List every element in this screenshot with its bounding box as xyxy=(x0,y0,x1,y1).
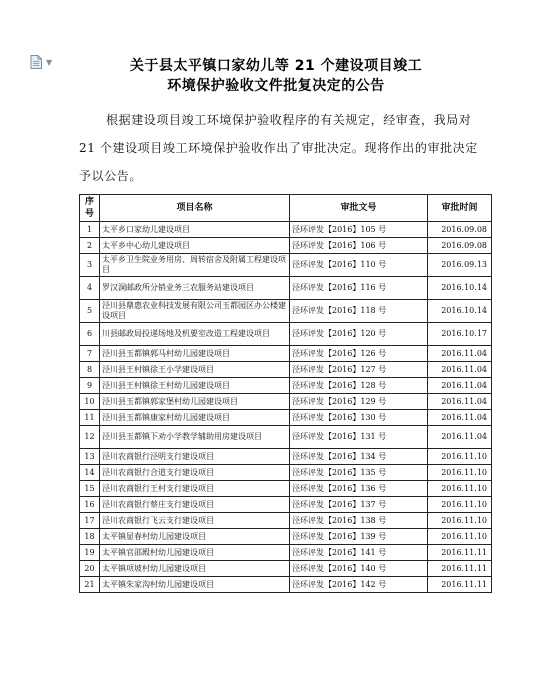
row-approval-date: 2016.09.13 xyxy=(428,254,492,277)
row-number: 21 xyxy=(80,577,100,593)
row-number: 6 xyxy=(80,323,100,346)
row-number: 10 xyxy=(80,394,100,410)
row-approval-number: 泾环评发【2016】138 号 xyxy=(290,513,428,529)
row-project-name: 太平镇朱家沟村幼儿园建设项目 xyxy=(100,577,290,593)
table-row xyxy=(80,346,492,362)
row-approval-number: 泾环评发【2016】105 号 xyxy=(290,222,428,238)
row-approval-date: 2016.11.04 xyxy=(428,410,492,426)
row-number: 19 xyxy=(80,545,100,561)
row-project-name: 泾川农商银行王村支行建设项目 xyxy=(100,481,290,497)
table-row xyxy=(80,577,492,593)
chevron-down-icon[interactable]: ▼ xyxy=(46,58,53,67)
row-approval-number: 泾环评发【2016】141 号 xyxy=(290,545,428,561)
row-approval-date: 2016.11.11 xyxy=(428,561,492,577)
row-project-name: 泾川县玉都镇下劝小学教学辅助用房建设项目 xyxy=(100,426,290,449)
row-approval-number: 泾环评发【2016】126 号 xyxy=(290,346,428,362)
row-approval-date: 2016.11.04 xyxy=(428,378,492,394)
row-number: 2 xyxy=(80,238,100,254)
document-paragraph xyxy=(79,106,489,190)
paragraph-text: 根据建设项目竣工环境保护验收程序的有关规定，经审查，我局对 21 个建设项目竣工环境保护验收作出了审批决定。现将作出的审批决定予以公告。 xyxy=(79,113,478,183)
row-project-name: 太平镇显春村幼儿园建设项目 xyxy=(100,529,290,545)
table-row xyxy=(80,238,492,254)
document-title-line2: 环境保护验收文件批复决定的公告 xyxy=(167,78,385,94)
row-approval-date: 2016.10.14 xyxy=(428,300,492,323)
row-project-name: 川县邮政局投递场地及机要室改造工程建设项目 xyxy=(100,323,290,346)
row-project-name: 太平乡口家幼儿建设项目 xyxy=(100,222,290,238)
header-name: 项目名称 xyxy=(100,195,290,222)
row-project-name: 泾川农商银行蔡庄支行建设项目 xyxy=(100,497,290,513)
table-row xyxy=(80,465,492,481)
row-project-name: 太平乡中心幼儿建设项目 xyxy=(100,238,290,254)
row-approval-date: 2016.11.04 xyxy=(428,426,492,449)
row-number: 9 xyxy=(80,378,100,394)
table-row xyxy=(80,529,492,545)
table-row xyxy=(80,449,492,465)
table-row xyxy=(80,394,492,410)
row-number: 7 xyxy=(80,346,100,362)
row-approval-number: 泾环评发【2016】136 号 xyxy=(290,481,428,497)
row-number: 4 xyxy=(80,277,100,300)
approval-table xyxy=(79,194,492,593)
row-approval-date: 2016.11.10 xyxy=(428,497,492,513)
row-project-name: 太平镇官邵殿村幼儿园建设项目 xyxy=(100,545,290,561)
header-date: 审批时间 xyxy=(428,195,492,222)
row-project-name: 泾川农商银行合道支行建设项目 xyxy=(100,465,290,481)
row-approval-number: 泾环评发【2016】127 号 xyxy=(290,362,428,378)
row-project-name: 泾川县王村镇徐王村幼儿园建设项目 xyxy=(100,378,290,394)
table-row xyxy=(80,254,492,277)
row-approval-number: 泾环评发【2016】128 号 xyxy=(290,378,428,394)
row-approval-number: 泾环评发【2016】137 号 xyxy=(290,497,428,513)
row-project-name: 泾川县玉都镇郭马村幼儿园建设项目 xyxy=(100,346,290,362)
row-approval-date: 2016.11.11 xyxy=(428,545,492,561)
row-approval-number: 泾环评发【2016】106 号 xyxy=(290,238,428,254)
row-number: 13 xyxy=(80,449,100,465)
row-approval-number: 泾环评发【2016】118 号 xyxy=(290,300,428,323)
row-project-name: 太平乡卫生院业务用房、周转宿舍及附属工程建设项目 xyxy=(100,254,290,277)
table-body xyxy=(80,222,492,593)
row-project-name: 罗汉洞邮政所分销业务三农服务站建设项目 xyxy=(100,277,290,300)
row-project-name: 泾川县玉都镇康家村幼儿园建设项目 xyxy=(100,410,290,426)
row-approval-date: 2016.09.08 xyxy=(428,222,492,238)
row-number: 11 xyxy=(80,410,100,426)
table-row xyxy=(80,481,492,497)
table-row xyxy=(80,277,492,300)
row-number: 15 xyxy=(80,481,100,497)
row-approval-date: 2016.10.14 xyxy=(428,277,492,300)
table-row xyxy=(80,426,492,449)
row-project-name: 泾川县玉都镇郭家堡村幼儿园建设项目 xyxy=(100,394,290,410)
table-row xyxy=(80,513,492,529)
header-doc: 审批文号 xyxy=(290,195,428,222)
row-number: 18 xyxy=(80,529,100,545)
row-approval-date: 2016.11.04 xyxy=(428,346,492,362)
row-approval-date: 2016.11.10 xyxy=(428,513,492,529)
row-approval-date: 2016.11.04 xyxy=(428,362,492,378)
row-approval-number: 泾环评发【2016】129 号 xyxy=(290,394,428,410)
table-row xyxy=(80,545,492,561)
table-header-row xyxy=(80,195,492,222)
table-row xyxy=(80,323,492,346)
row-approval-date: 2016.11.10 xyxy=(428,481,492,497)
table-row xyxy=(80,410,492,426)
row-approval-number: 泾环评发【2016】116 号 xyxy=(290,277,428,300)
row-approval-date: 2016.11.10 xyxy=(428,449,492,465)
table-row xyxy=(80,561,492,577)
row-number: 12 xyxy=(80,426,100,449)
row-approval-date: 2016.10.17 xyxy=(428,323,492,346)
row-approval-number: 泾环评发【2016】142 号 xyxy=(290,577,428,593)
row-approval-number: 泾环评发【2016】110 号 xyxy=(290,254,428,277)
row-project-name: 泾川县王村镇徐王小学建设项目 xyxy=(100,362,290,378)
row-approval-number: 泾环评发【2016】135 号 xyxy=(290,465,428,481)
table-row xyxy=(80,300,492,323)
table-row xyxy=(80,222,492,238)
row-number: 20 xyxy=(80,561,100,577)
row-approval-date: 2016.11.04 xyxy=(428,394,492,410)
row-project-name: 泾川农商银行泾明支行建设项目 xyxy=(100,449,290,465)
row-number: 16 xyxy=(80,497,100,513)
document-title-line1: 关于县太平镇口家幼儿等 21 个建设项目竣工 xyxy=(129,58,423,74)
row-project-name: 太平镇项坡村幼儿园建设项目 xyxy=(100,561,290,577)
row-approval-number: 泾环评发【2016】120 号 xyxy=(290,323,428,346)
row-approval-date: 2016.11.10 xyxy=(428,529,492,545)
row-approval-date: 2016.09.08 xyxy=(428,238,492,254)
row-approval-date: 2016.11.11 xyxy=(428,577,492,593)
row-approval-number: 泾环评发【2016】134 号 xyxy=(290,449,428,465)
table-row xyxy=(80,362,492,378)
row-number: 14 xyxy=(80,465,100,481)
row-approval-number: 泾环评发【2016】140 号 xyxy=(290,561,428,577)
row-project-name: 泾川农商银行飞云支行建设项目 xyxy=(100,513,290,529)
row-approval-number: 泾环评发【2016】130 号 xyxy=(290,410,428,426)
table-row xyxy=(80,497,492,513)
row-number: 8 xyxy=(80,362,100,378)
row-number: 5 xyxy=(80,300,100,323)
row-number: 17 xyxy=(80,513,100,529)
row-approval-number: 泾环评发【2016】139 号 xyxy=(290,529,428,545)
row-number: 3 xyxy=(80,254,100,277)
table-row xyxy=(80,378,492,394)
row-approval-date: 2016.11.10 xyxy=(428,465,492,481)
row-number: 1 xyxy=(80,222,100,238)
header-no: 序号 xyxy=(80,195,100,222)
row-approval-number: 泾环评发【2016】131 号 xyxy=(290,426,428,449)
row-project-name: 泾川县鼎惠农业科技发展有限公司玉都园区办公楼建设项目 xyxy=(100,300,290,323)
